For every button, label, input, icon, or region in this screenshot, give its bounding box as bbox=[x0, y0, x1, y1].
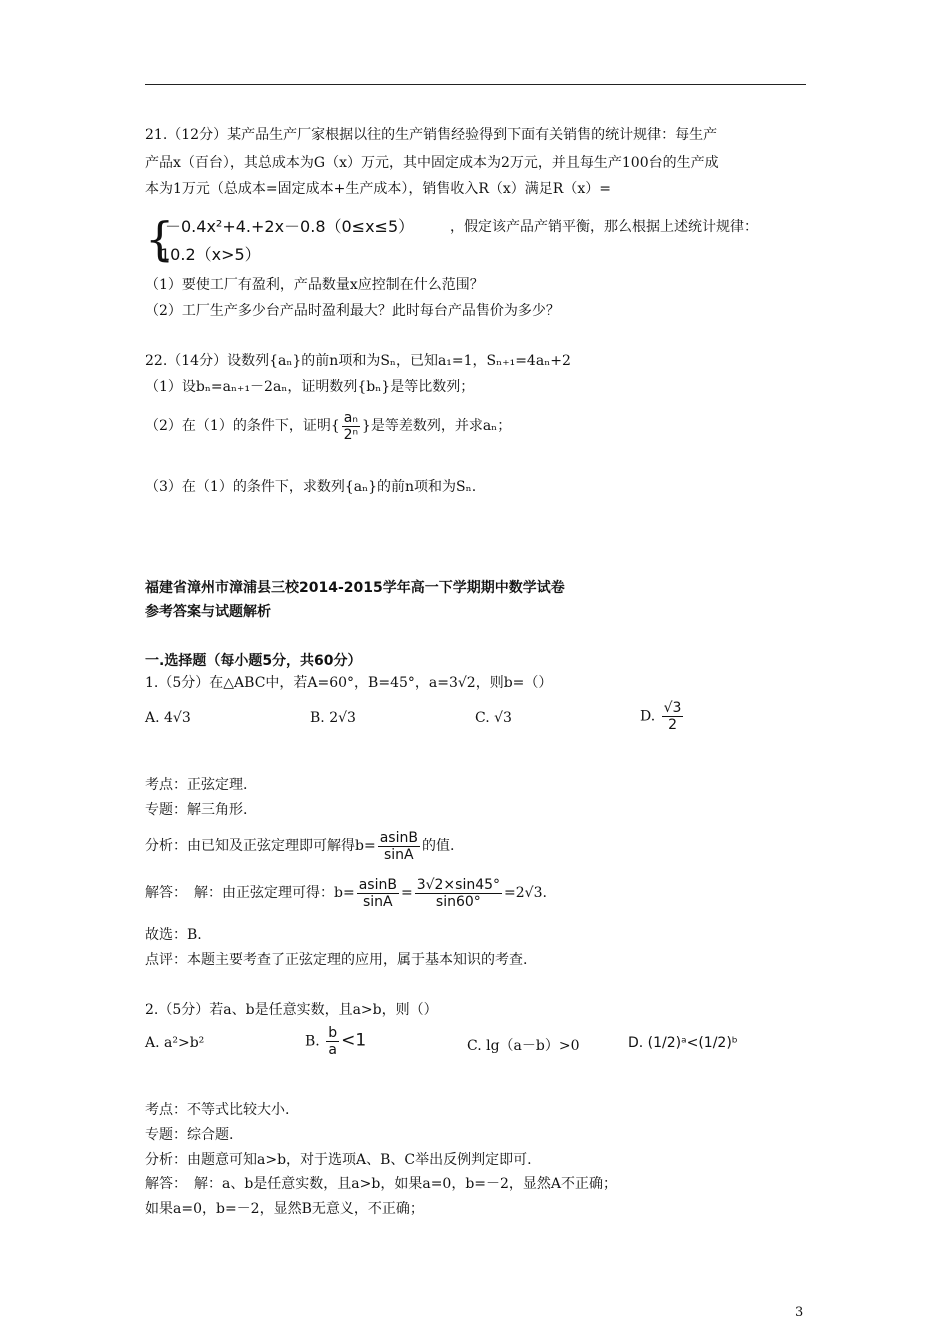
a2-fenxi: 分析：由题意可知a>b，对于选项A、B、C举出反例判定即可. bbox=[145, 1152, 532, 1168]
q22-line1: 22.（14分）设数列{aₙ}的前n项和为Sₙ，已知a₁=1，Sₙ₊₁=4aₙ+2 bbox=[145, 353, 571, 369]
a2-jieda2: 如果a=0，b=－2，显然B无意义，不正确； bbox=[145, 1201, 424, 1217]
a1-dianping: 点评：本题主要考查了正弦定理的应用，属于基本知识的考查. bbox=[145, 952, 528, 968]
a1-option-d bbox=[640, 700, 685, 733]
a2-zhuanti: 专题：综合题. bbox=[145, 1127, 234, 1143]
q21-line1: 21.（12分）某产品生产厂家根据以往的生产销售经验得到下面有关销售的统计规律：每生产 bbox=[145, 127, 718, 143]
a1-optd-den: 2 bbox=[668, 717, 678, 733]
a1-jieda-num2: 3√2×sin45° bbox=[416, 876, 501, 893]
a2-optb-num: b bbox=[328, 1025, 338, 1041]
a2-optb-den: a bbox=[328, 1042, 337, 1058]
a1-option-a: A. 4√3 bbox=[145, 710, 191, 726]
q22-sub3: （3）在（1）的条件下，求数列{aₙ}的前n项和为Sₙ. bbox=[145, 479, 477, 495]
q22-sub2-pre: （2）在（1）的条件下，证明{ bbox=[145, 418, 340, 434]
a1-fenxi-pre: 分析：由已知及正弦定理即可解得b= bbox=[145, 838, 376, 854]
q21-sub1: （1）要使工厂有盈利，产品数量x应控制在什么范围？ bbox=[145, 277, 484, 293]
a1-jieda-fraction2 bbox=[415, 877, 502, 910]
a2-option-a: A. a²>b² bbox=[145, 1035, 205, 1051]
q21-sub2: （2）工厂生产多少台产品时盈利最大？此时每台产品售价为多少？ bbox=[145, 303, 560, 319]
a2-option-b bbox=[305, 1025, 366, 1058]
q21-line2: 产品x（百台），其总成本为G（x）万元，其中固定成本为2万元，并且每生产100台的生产成 bbox=[145, 155, 719, 171]
header-rule bbox=[145, 84, 806, 85]
a2-option-d: D. (1/2)ᵃ<(1/2)ᵇ bbox=[628, 1035, 738, 1051]
a2-optb-label: B. bbox=[305, 1033, 320, 1050]
a1-jieda-den2: sin60° bbox=[435, 893, 481, 910]
q22-sub2-post: }是等差数列，并求aₙ； bbox=[361, 418, 512, 434]
section-heading: 一.选择题（每小题5分，共60分） bbox=[145, 653, 362, 669]
a2-jieda1: 解答： 解：a、b是任意实数，且a>b，如果a=0，b=－2，显然A不正确； bbox=[145, 1176, 618, 1192]
a2-optb-post: <1 bbox=[341, 1030, 367, 1051]
q22-sub1: （1）设bₙ=aₙ₊₁－2aₙ，证明数列{bₙ}是等比数列； bbox=[145, 379, 475, 395]
a2-stem: 2.（5分）若a、b是任意实数，且a>b，则（） bbox=[145, 1002, 438, 1018]
piecewise-brace: { bbox=[145, 212, 175, 266]
a1-jieda-fraction1 bbox=[357, 877, 399, 910]
a1-optd-label: D. bbox=[640, 708, 656, 725]
a1-jieda-num1: asinB bbox=[358, 876, 397, 893]
a1-fenxi-fraction bbox=[378, 830, 420, 863]
q22-frac-num: aₙ bbox=[343, 409, 358, 426]
a1-stem: 1.（5分）在△ABC中，若A=60°，B=45°，a=3√2，则b=（） bbox=[145, 675, 553, 691]
a1-fenxi-den: sinA bbox=[384, 846, 414, 863]
a1-jieda-post: =2√3. bbox=[504, 885, 547, 901]
answer-title: 福建省漳州市漳浦县三校2014-2015学年高一下学期期中数学试卷 bbox=[145, 580, 565, 596]
q22-sub2 bbox=[145, 406, 511, 446]
q21-piece2: 10.2（x>5） bbox=[160, 245, 261, 264]
a1-jieda-den1: sinA bbox=[363, 893, 393, 910]
a1-zhuanti: 专题：解三角形. bbox=[145, 802, 248, 818]
q21-piece1: －0.4x²+4.+2x－0.8（0≤x≤5） bbox=[165, 217, 415, 236]
a1-jieda: 解答： 解：由正弦定理可得：b= $\frac{asinB}{\sin A}$ = $\frac{3√2\times\sin 45^\circ}{\sin 60^\circ}$ =2√3. bbox=[145, 876, 547, 910]
a1-fenxi bbox=[145, 826, 454, 866]
a1-optd-num: √3 bbox=[663, 700, 682, 716]
a1-guxuan: 故选：B. bbox=[145, 927, 202, 943]
a1-fenxi-post: 的值. bbox=[421, 838, 455, 854]
q21-piece-tail: ，假定该产品产销平衡，那么根据上述统计规律： bbox=[450, 219, 758, 235]
a1-optd-fraction bbox=[662, 700, 684, 733]
a2-kaodian: 考点：不等式比较大小. bbox=[145, 1102, 290, 1118]
a2-optb-fraction bbox=[326, 1025, 339, 1058]
a1-jieda-pre: 解答： 解：由正弦定理可得：b= bbox=[145, 885, 355, 901]
a1-kaodian: 考点：正弦定理. bbox=[145, 777, 248, 793]
a1-option-c: C. √3 bbox=[475, 710, 512, 726]
q21-line3: 本为1万元（总成本=固定成本+生产成本），销售收入R（x）满足R（x）= bbox=[145, 181, 611, 197]
a2-option-c: C. lg（a－b）>0 bbox=[467, 1038, 580, 1054]
q22-fraction bbox=[342, 410, 360, 443]
answer-subtitle: 参考答案与试题解析 bbox=[145, 604, 271, 620]
page-number: 3 bbox=[795, 1305, 804, 1320]
q22-frac-den: 2ⁿ bbox=[343, 426, 359, 443]
a1-fenxi-num: asinB bbox=[379, 829, 418, 846]
a1-option-b: B. 2√3 bbox=[310, 710, 356, 726]
